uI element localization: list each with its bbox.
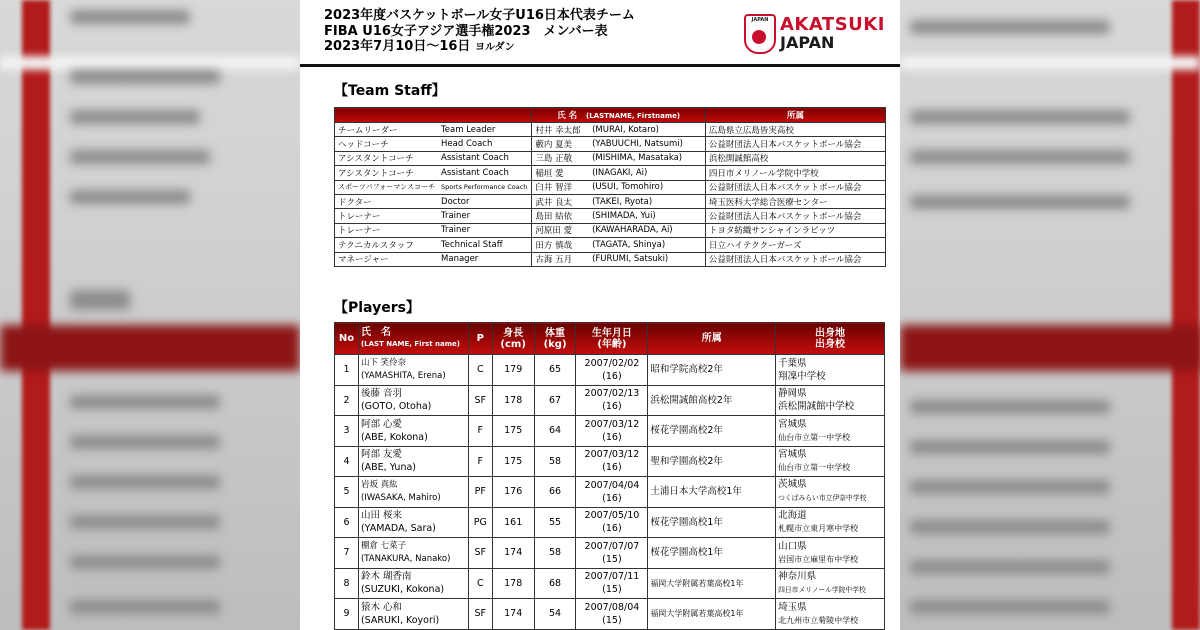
document-header <box>300 0 900 67</box>
player-row <box>335 416 885 447</box>
player-prefecture: 山口県 <box>778 540 807 552</box>
staff-row <box>335 238 886 252</box>
player-birthdate: 2007/02/02 <box>584 357 640 369</box>
player-weight: 55 <box>534 507 576 538</box>
player-height: 176 <box>492 477 534 508</box>
staff-affiliation: 公益財団法人日本バスケットボール協会 <box>705 252 885 266</box>
players-header-row <box>335 323 885 355</box>
player-birthdate: 2007/05/10 <box>584 510 640 522</box>
player-origin-cell <box>776 568 885 599</box>
player-prefecture: 宮城県 <box>778 449 807 461</box>
player-name-roman: (SUZUKI, Kokona) <box>360 584 445 596</box>
player-weight: 68 <box>534 568 576 599</box>
staff-name: 三島 正敬 <box>532 151 589 165</box>
player-age: (16) <box>602 492 622 504</box>
staff-role-jp: アシスタントコーチ <box>335 151 439 165</box>
player-age: (16) <box>602 401 622 413</box>
player-name-roman: (YAMASHITA, Erena) <box>360 370 446 381</box>
player-name: 後藤 音羽 <box>360 388 402 400</box>
players-table <box>334 322 885 630</box>
staff-name: 河原田 愛 <box>532 223 589 237</box>
player-name-roman: (GOTO, Otoha) <box>360 401 432 413</box>
player-school: 北九州市立菊陵中学校 <box>778 615 859 625</box>
player-name-cell <box>358 599 468 630</box>
staff-row <box>335 180 886 194</box>
player-origin-cell <box>776 355 885 386</box>
shield-emblem-icon: JAPAN <box>744 14 776 54</box>
player-birthdate: 2007/02/13 <box>584 388 640 400</box>
player-number: 4 <box>335 446 359 477</box>
staff-role-jp: テクニカルスタッフ <box>335 238 439 252</box>
player-affiliation: 聖和学園高校2年 <box>648 446 776 477</box>
staff-role-en: Head Coach <box>438 137 532 151</box>
col-weight: 体重 (kg) <box>534 323 576 355</box>
col-no: No <box>335 323 359 355</box>
player-name-roman: (ABE, Kokona) <box>360 431 428 443</box>
player-height: 174 <box>492 538 534 569</box>
player-weight: 66 <box>534 477 576 508</box>
staff-row <box>335 223 886 237</box>
player-name-roman: (YAMADA, Sara) <box>360 523 436 535</box>
staff-name-roman: (TAKEI, Ryota) <box>589 194 705 208</box>
player-school: 岩国市立麻里布中学校 <box>778 554 859 564</box>
staff-role-jp: ヘッドコーチ <box>335 137 439 151</box>
staff-role-en: Manager <box>438 252 532 266</box>
player-prefecture: 埼玉県 <box>778 601 807 613</box>
player-height: 161 <box>492 507 534 538</box>
player-weight: 58 <box>534 446 576 477</box>
akatsuki-japan-logo <box>744 12 884 54</box>
player-weight: 64 <box>534 416 576 447</box>
player-name-cell <box>358 355 468 386</box>
player-position: F <box>468 446 492 477</box>
player-origin-cell <box>776 416 885 447</box>
player-row <box>335 355 885 386</box>
player-number: 3 <box>335 416 359 447</box>
player-name-cell <box>358 416 468 447</box>
staff-role-en: Team Leader <box>438 123 532 137</box>
player-height: 174 <box>492 599 534 630</box>
staff-role-jp: アシスタントコーチ <box>335 166 439 180</box>
player-affiliation: 土浦日本大学高校1年 <box>648 477 776 508</box>
player-birthdate-cell <box>576 446 648 477</box>
player-number: 7 <box>335 538 359 569</box>
col-birthdate: 生年月日 (年齢) <box>576 323 648 355</box>
staff-name-roman: (KAWAHARADA, Ai) <box>589 223 705 237</box>
col-affiliation: 所属 <box>648 323 776 355</box>
player-position: PG <box>468 507 492 538</box>
player-prefecture: 茨城県 <box>778 479 807 491</box>
player-birthdate: 2007/04/04 <box>584 479 640 491</box>
player-position: F <box>468 416 492 447</box>
player-row <box>335 507 885 538</box>
staff-name-roman: (FURUMI, Satsuki) <box>589 252 705 266</box>
staff-affiliation: 公益財団法人日本バスケットボール協会 <box>705 209 885 223</box>
player-birthdate-cell <box>576 477 648 508</box>
player-position: SF <box>468 538 492 569</box>
player-height: 178 <box>492 385 534 416</box>
player-birthdate-cell <box>576 355 648 386</box>
player-affiliation: 桜花学園高校1年 <box>648 507 776 538</box>
player-position: PF <box>468 477 492 508</box>
player-position: C <box>468 355 492 386</box>
player-position: SF <box>468 599 492 630</box>
player-birthdate-cell <box>576 538 648 569</box>
player-school: 翔凜中学校 <box>778 370 826 382</box>
staff-affiliation: 公益財団法人日本バスケットボール協会 <box>705 180 885 194</box>
player-number: 2 <box>335 385 359 416</box>
player-affiliation: 福岡大学附属若葉高校1年 <box>648 599 776 630</box>
staff-affiliation: 埼玉医科大学総合医療センター <box>705 194 885 208</box>
logo-wordmark-akatsuki: AKATSUKI <box>780 14 885 35</box>
staff-row <box>335 252 886 266</box>
staff-affiliation: 公益財団法人日本バスケットボール協会 <box>705 137 885 151</box>
staff-name-roman: (MISHIMA, Masataka) <box>589 151 705 165</box>
staff-row <box>335 123 886 137</box>
staff-affiliation: トヨタ紡織サンシャインラビッツ <box>705 223 885 237</box>
staff-name-roman: (INAGAKI, Ai) <box>589 166 705 180</box>
player-school: 浜松開誠館中学校 <box>778 401 855 413</box>
player-prefecture: 神奈川県 <box>778 570 817 582</box>
title-line-1: 2023年度バスケットボール女子U16日本代表チーム <box>324 8 635 23</box>
roster-document <box>300 0 900 630</box>
player-affiliation: 桜花学園高校2年 <box>648 416 776 447</box>
player-number: 8 <box>335 568 359 599</box>
player-position: SF <box>468 385 492 416</box>
player-row <box>335 385 885 416</box>
player-origin-cell <box>776 385 885 416</box>
staff-row <box>335 194 886 208</box>
col-height: 身長 (cm) <box>492 323 534 355</box>
player-origin-cell <box>776 599 885 630</box>
title-line-3 <box>324 39 635 56</box>
staff-role-en: Assistant Coach <box>438 151 532 165</box>
staff-name: 稲垣 愛 <box>532 166 589 180</box>
player-row <box>335 446 885 477</box>
player-age: (15) <box>602 614 622 626</box>
staff-role-en: Doctor <box>438 194 532 208</box>
player-name: 阿部 心愛 <box>360 418 402 430</box>
player-name-roman: (TANAKURA, Nanako) <box>360 553 451 564</box>
player-age: (16) <box>602 523 622 535</box>
title-line-2: FIBA U16女子アジア選手権2023 メンバー表 <box>324 23 608 39</box>
staff-role-jp: トレーナー <box>335 209 439 223</box>
player-height: 175 <box>492 416 534 447</box>
player-school: 札幌市立東月寒中学校 <box>778 524 859 534</box>
staff-row <box>335 209 886 223</box>
player-school: 四日市メリノール学院中学校 <box>778 585 866 594</box>
staff-affiliation-header: 所属 <box>705 108 885 123</box>
col-position: P <box>468 323 492 355</box>
player-number: 5 <box>335 477 359 508</box>
staff-role-jp: ドクター <box>335 194 439 208</box>
player-name: 棚倉 七菜子 <box>360 540 407 551</box>
player-position: C <box>468 568 492 599</box>
staff-affiliation: 浜松開誠館高校 <box>705 151 885 165</box>
player-age: (16) <box>602 370 622 382</box>
player-affiliation: 福岡大学附属若葉高校1年 <box>648 568 776 599</box>
player-name-roman: (IWASAKA, Mahiro) <box>360 492 441 503</box>
player-birthdate: 2007/03/12 <box>584 418 640 430</box>
player-prefecture: 宮城県 <box>778 418 807 430</box>
player-prefecture: 静岡県 <box>778 388 807 400</box>
player-affiliation: 浜松開誠館高校2年 <box>648 385 776 416</box>
staff-name-header: 氏 名 (LASTNAME, Firstname) <box>532 108 706 123</box>
staff-table <box>334 107 886 267</box>
player-name: 山田 桜来 <box>360 510 402 522</box>
staff-name: 古海 五月 <box>532 252 589 266</box>
player-birthdate: 2007/03/12 <box>584 449 640 461</box>
player-prefecture: 北海道 <box>778 510 807 522</box>
staff-role-jp: チームリーダー <box>335 123 439 137</box>
player-row <box>335 477 885 508</box>
player-origin-cell <box>776 446 885 477</box>
logo-wordmark-japan: JAPAN <box>780 33 835 52</box>
player-age: (16) <box>602 431 622 443</box>
player-weight: 54 <box>534 599 576 630</box>
staff-heading: 【Team Staff】 <box>334 83 446 99</box>
player-birthdate: 2007/07/07 <box>584 540 640 552</box>
player-name-cell <box>358 446 468 477</box>
staff-name-roman: (TAGATA, Shinya) <box>589 238 705 252</box>
staff-name-roman: (MURAI, Kotaro) <box>589 123 705 137</box>
player-weight: 67 <box>534 385 576 416</box>
staff-affiliation: 広島県立広島皆実高校 <box>705 123 885 137</box>
player-name-cell <box>358 538 468 569</box>
player-weight: 58 <box>534 538 576 569</box>
player-height: 175 <box>492 446 534 477</box>
col-origin: 出身地 出身校 <box>776 323 885 355</box>
player-age: (16) <box>602 462 622 474</box>
staff-role-en: Assistant Coach <box>438 166 532 180</box>
player-row <box>335 538 885 569</box>
player-age: (15) <box>602 553 622 565</box>
player-name: 山下 笑伶奈 <box>360 357 407 368</box>
player-number: 9 <box>335 599 359 630</box>
player-birthdate: 2007/08/04 <box>584 601 640 613</box>
player-affiliation: 昭和学院高校2年 <box>648 355 776 386</box>
staff-row <box>335 151 886 165</box>
staff-name-roman: (SHIMADA, Yui) <box>589 209 705 223</box>
staff-header-row <box>335 108 886 123</box>
staff-name: 田方 慎哉 <box>532 238 589 252</box>
players-heading: 【Players】 <box>334 300 420 316</box>
player-name: 岩坂 真紘 <box>360 479 398 490</box>
document-title <box>324 8 635 56</box>
staff-name: 村井 幸太郎 <box>532 123 589 137</box>
staff-role-en: Technical Staff <box>438 238 532 252</box>
player-height: 178 <box>492 568 534 599</box>
staff-role-jp: トレーナー <box>335 223 439 237</box>
player-birthdate: 2007/07/11 <box>584 571 640 583</box>
player-birthdate-cell <box>576 507 648 538</box>
staff-role-en: Sports Performance Coach <box>438 180 532 194</box>
player-school: 仙台市立第一中学校 <box>778 463 851 473</box>
player-school: つくばみらい市立伊奈中学校 <box>778 494 867 503</box>
player-number: 6 <box>335 507 359 538</box>
staff-name-roman: (USUI, Tomohiro) <box>589 180 705 194</box>
player-name: 阿部 友愛 <box>360 449 402 461</box>
player-origin-cell <box>776 507 885 538</box>
player-name-cell <box>358 568 468 599</box>
player-name-cell <box>358 507 468 538</box>
player-age: (15) <box>602 584 622 596</box>
player-origin-cell <box>776 538 885 569</box>
staff-affiliation: 日立ハイテククーガーズ <box>705 238 885 252</box>
staff-role-jp: スポーツパフォーマンスコーチ <box>335 180 439 194</box>
player-origin-cell <box>776 477 885 508</box>
player-birthdate-cell <box>576 599 648 630</box>
staff-row <box>335 137 886 151</box>
player-school: 仙台市立第一中学校 <box>778 432 851 442</box>
player-name-cell <box>358 385 468 416</box>
player-name: 鈴木 瑚香南 <box>360 571 412 583</box>
player-name-cell <box>358 477 468 508</box>
blurred-background-left <box>0 0 300 630</box>
player-name-roman: (ABE, Yuna) <box>360 462 417 474</box>
player-height: 179 <box>492 355 534 386</box>
staff-role-jp: マネージャー <box>335 252 439 266</box>
staff-role-en: Trainer <box>438 209 532 223</box>
player-prefecture: 千葉県 <box>778 357 807 369</box>
staff-affiliation: 四日市メリノール学院中学校 <box>705 166 885 180</box>
player-name: 猿木 心和 <box>360 601 402 613</box>
player-birthdate-cell <box>576 568 648 599</box>
player-name-roman: (SARUKI, Koyori) <box>360 614 440 626</box>
staff-name-roman: (YABUUCHI, Natsumi) <box>589 137 705 151</box>
staff-name: 藪内 夏美 <box>532 137 589 151</box>
staff-name: 武井 良太 <box>532 194 589 208</box>
col-name: 氏 名 (LAST NAME, First name) <box>358 323 468 355</box>
player-row <box>335 599 885 630</box>
staff-name: 島田 結依 <box>532 209 589 223</box>
player-number: 1 <box>335 355 359 386</box>
player-weight: 65 <box>534 355 576 386</box>
player-birthdate-cell <box>576 385 648 416</box>
player-birthdate-cell <box>576 416 648 447</box>
staff-row <box>335 166 886 180</box>
staff-name: 臼井 智洋 <box>532 180 589 194</box>
player-affiliation: 桜花学園高校1年 <box>648 538 776 569</box>
player-row <box>335 568 885 599</box>
staff-role-en: Trainer <box>438 223 532 237</box>
event-place: ヨルダン <box>474 42 515 53</box>
event-dates: 2023年7月10日～16日 <box>324 39 471 54</box>
blurred-background-right <box>900 0 1200 630</box>
